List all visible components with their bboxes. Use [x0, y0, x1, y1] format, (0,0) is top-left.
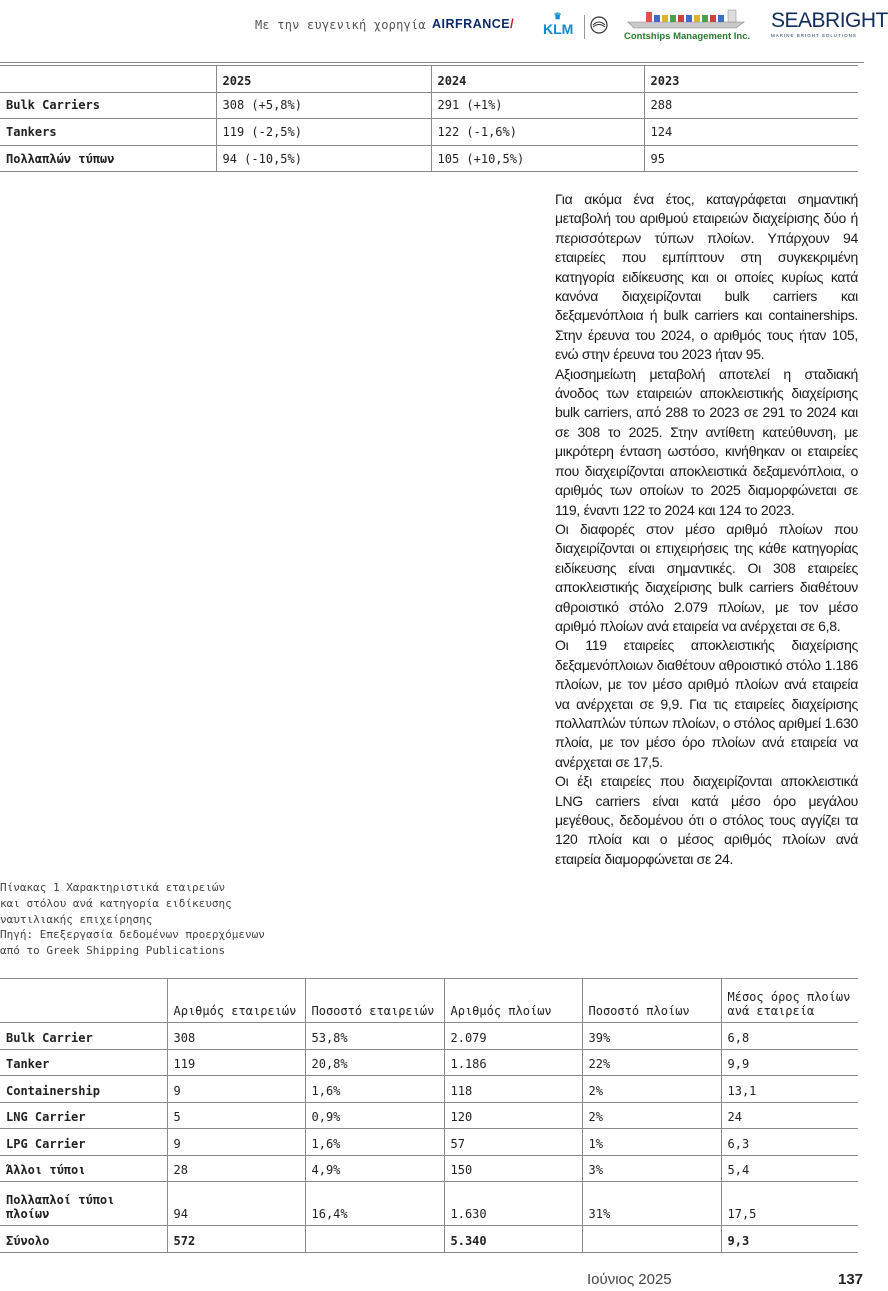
article-body [555, 190, 858, 869]
table-cell: 16,4% [305, 1182, 444, 1226]
table-cell: 1.186 [444, 1049, 582, 1076]
table-cell: 308 (+5,8%) [216, 92, 431, 119]
fleet-by-category-table [0, 978, 858, 1253]
table-cell: 9 [167, 1076, 305, 1103]
table-cell: 118 [444, 1076, 582, 1103]
table-cell: 5,4 [721, 1155, 858, 1182]
table-cell: 28 [167, 1155, 305, 1182]
table-cell: LPG Carrier [0, 1129, 167, 1156]
table-cell: Bulk Carriers [0, 92, 216, 119]
table-cell [305, 1226, 444, 1253]
paragraph: Οι έξι εταιρείες που διαχειρίζονται αποκλειστικά LNG carriers είναι κατά μέσο όρο μεγάλου μεγέθους, δεδομένου ότι ο στόλος τους αγγίζει τα 120 πλοία και ο μέσος αριθμός πλοίων ανά εταιρεία διαμορφώνεται σε 24. [555, 773, 858, 867]
table-cell: 120 [444, 1102, 582, 1129]
table-cell: Πολλαπλών τύπων [0, 145, 216, 172]
table-row [0, 1049, 858, 1076]
table-row [0, 1076, 858, 1103]
footer-date: Ιούνιος 2025 [587, 1271, 672, 1288]
klm-logo: ♛ KLM [543, 11, 574, 37]
table-cell: 20,8% [305, 1049, 444, 1076]
table-cell: 24 [721, 1102, 858, 1129]
table-cell: 13,1 [721, 1076, 858, 1103]
table-cell: 39% [582, 1023, 721, 1050]
table-header-cell: 2023 [644, 66, 858, 93]
table-row [0, 92, 858, 119]
table-cell: 5 [167, 1102, 305, 1129]
table-cell: 3% [582, 1155, 721, 1182]
table-cell: 1,6% [305, 1076, 444, 1103]
table-cell: 2% [582, 1076, 721, 1103]
table-cell: 1,6% [305, 1129, 444, 1156]
table-total-row [0, 1226, 858, 1253]
table-cell: Tanker [0, 1049, 167, 1076]
table-cell: 17,5 [721, 1182, 858, 1226]
table-cell: 6,8 [721, 1023, 858, 1050]
klm-crown-icon: ♛ [553, 11, 563, 21]
paragraph: Αξιοσημείωτη μεταβολή αποτελεί η σταδιακή άνοδος των εταιρειών αποκλειστικής διαχείρισης bulk carriers, από 288 το 2023 σε 291 το 2024 και σε 308 το 2025. Στην αντίθετη κατεύθυνση, με μικρότερη ένταση ωστόσο, κινήθηκαν οι εταιρείες που διαχειρίζονται αποκλειστικά δεξαμενόπλοια, ο αριθμός των οποίων το 2025 διαμορφώνεται σε 119, έναντι 122 το 2024 και 124 το 2023. [555, 365, 858, 518]
table-cell: 94 (-10,5%) [216, 145, 431, 172]
table-cell: 9,3 [721, 1226, 858, 1253]
table-cell: 288 [644, 92, 858, 119]
table-cell: 94 [167, 1182, 305, 1226]
table-row [0, 119, 858, 146]
table-cell: 5.340 [444, 1226, 582, 1253]
table-header-cell: Μέσος όρος πλοίων ανά εταιρεία [721, 979, 858, 1023]
table-header-cell: Αριθμός πλοίων [444, 979, 582, 1023]
table-header-cell: 2024 [431, 66, 644, 93]
table-cell: Σύνολο [0, 1226, 167, 1253]
table-cell: 9,9 [721, 1049, 858, 1076]
table-cell: 122 (-1,6%) [431, 119, 644, 146]
table-header-cell: Ποσοστό πλοίων [582, 979, 721, 1023]
table-cell: Πολλαπλοί τύποι πλοίων [0, 1182, 167, 1226]
table-cell: 124 [644, 119, 858, 146]
table-row [0, 1155, 858, 1182]
table-header-cell [0, 979, 167, 1023]
table-cell: 0,9% [305, 1102, 444, 1129]
skyteam-icon [584, 15, 608, 39]
table-cell: 9 [167, 1129, 305, 1156]
table-cell: 57 [444, 1129, 582, 1156]
paragraph: Οι διαφορές στον μέσο αριθμό πλοίων που διαχειρίζονται οι επιχειρήσεις της κάθε κατηγορίας ειδίκευσης είναι σημαντικές. Οι 308 εταιρείες αποκλειστικής διαχείρισης bulk carriers διαθέτουν αθροιστικό στόλο 2.079 πλοίων, με τον μέσο αριθμό πλοίων ανά εταιρεία να ανέρχεται σε 6,8. [555, 520, 858, 634]
table-header-cell: Αριθμός εταιρειών [167, 979, 305, 1023]
sponsor-text: Με την ευγενική χορηγία [255, 18, 426, 32]
table-cell: 31% [582, 1182, 721, 1226]
year-comparison-table [0, 65, 858, 172]
table-row [0, 145, 858, 172]
table-cell: 308 [167, 1023, 305, 1050]
page-number: 137 [838, 1271, 864, 1288]
table-cell: 2.079 [444, 1023, 582, 1050]
table-row [0, 1102, 858, 1129]
contships-logo: Contships Management Inc. [624, 6, 756, 44]
table-row [0, 1129, 858, 1156]
airfrance-logo: AIRFRANCE/ [432, 17, 515, 31]
table-cell: Άλλοι τύποι [0, 1155, 167, 1182]
table-cell [582, 1226, 721, 1253]
table-cell: 1% [582, 1129, 721, 1156]
paragraph: Οι 119 εταιρείες αποκλειστικής διαχείρισης δεξαμενόπλοιων διαθέτουν αθροιστικό στόλο 1.186 πλοίων, με τον μέσο αριθμό πλοίων ανά εταιρεία να ανέρχεται σε 9,9. Για τις εταιρείες διαχείρισης πολλαπλών τύπων πλοίων, ο στόλος αριθμεί 1.630 πλοία, με τον μέσο όρο πλοίων ανά εταιρεία να ανέρχεται σε 17,5. [555, 637, 858, 770]
header-divider [0, 62, 864, 63]
table-cell: Containership [0, 1076, 167, 1103]
table-cell: LNG Carrier [0, 1102, 167, 1129]
table-header-row [0, 979, 858, 1023]
table-cell: 4,9% [305, 1155, 444, 1182]
table-header-row [0, 66, 858, 93]
table-cell: 6,3 [721, 1129, 858, 1156]
table-cell: 53,8% [305, 1023, 444, 1050]
table-cell: 291 (+1%) [431, 92, 644, 119]
table-cell: 1.630 [444, 1182, 582, 1226]
seabright-logo: SEABRIGHT MARINE BRIGHT SOLUTIONS [771, 9, 888, 38]
table-row [0, 1023, 858, 1050]
table-cell: 119 [167, 1049, 305, 1076]
table-cell: 22% [582, 1049, 721, 1076]
table-cell: 2% [582, 1102, 721, 1129]
ship-icon [624, 6, 756, 30]
table-header-cell: Ποσοστό εταιρειών [305, 979, 444, 1023]
table-header-cell: 2025 [216, 66, 431, 93]
table-cell: 105 (+10,5%) [431, 145, 644, 172]
table-cell: Bulk Carrier [0, 1023, 167, 1050]
table-cell: 572 [167, 1226, 305, 1253]
table-caption: Πίνακας 1 Χαρακτηριστικά εταιρειών και στόλου ανά κατηγορία ειδίκευσης ναυτιλιακής επιχείρησης Πηγή: Επεξεργασία δεδομένων προερχόμενων από το Greek Shipping Publications [0, 881, 265, 958]
table-cell: Tankers [0, 119, 216, 146]
table-cell: 150 [444, 1155, 582, 1182]
table-cell: 95 [644, 145, 858, 172]
table-header-cell [0, 66, 216, 93]
table-cell: 119 (-2,5%) [216, 119, 431, 146]
paragraph: Για ακόμα ένα έτος, καταγράφεται σημαντική μεταβολή του αριθμού εταιρειών διαχείρισης δύο ή περισσότερων τύπων πλοίων. Υπάρχουν 94 εταιρείες που εμπίπτουν στη συγκεκριμένη κατηγορία ειδίκευσης και οι οποίες κυρίως κατά κανόνα διαχειρίζονται bulk carriers και δεξαμενόπλοια ή bulk carriers και containerships. Στην έρευνα του 2024, ο αριθμός τους ήταν 105, ενώ στην έρευνα του 2023 ήταν 95. [555, 191, 858, 363]
table-row [0, 1182, 858, 1226]
